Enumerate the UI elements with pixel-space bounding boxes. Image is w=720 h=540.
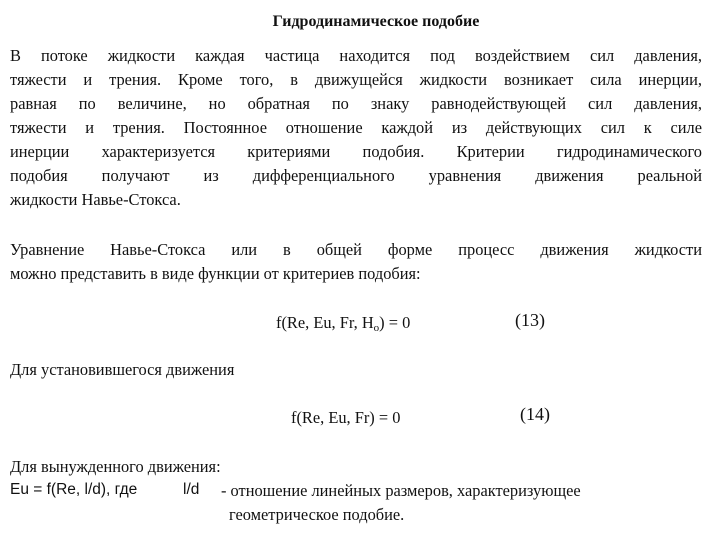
page-title: Гидродинамическое подобие [272,13,480,30]
text-line: инерции характеризуется критериями подобия. Критерии гидродинамического [10,142,702,161]
text-line: равная по величине, но обратная по знаку равнодействующей сил давления, [10,94,702,113]
text-line: Уравнение Навье-Стокса или в общей форме процесс движения жидкости [10,240,702,259]
text-line: можно представить в виде функции от критериев подобия: [10,264,421,283]
text-line: тяжести и трения. Кроме того, в движущейся жидкости возникает сила инерции, [10,70,702,89]
text-line: В потоке жидкости каждая частица находится под воздействием сил давления, [10,46,702,65]
text-line: подобия получают из дифференциального уравнения движения реальной [10,166,702,185]
forced-motion-label: Для вынужденного движения: [10,457,221,476]
equation-13-suffix: ) = 0 [379,313,411,332]
equation-14: f(Re, Eu, Fr) = 0 [291,408,401,427]
steady-motion-label: Для установившегося движения [10,360,235,379]
ratio-symbol: l/d [183,481,200,498]
text-line: жидкости Навье-Стокса. [10,190,181,209]
equation-13-prefix: f(Re, Eu, Fr, H [276,313,374,332]
ratio-explanation-continuation: геометрическое подобие. [229,505,405,524]
equation-13 [276,313,410,334]
paragraph-intro [10,44,702,212]
ratio-explanation: - отношение линейных размеров, характеризующее [221,481,581,500]
equation-14-number: (14) [520,404,550,424]
paragraph-navier-stokes [10,238,702,286]
forced-motion-formula: Eu = f(Re, l/d), где [10,481,138,498]
equation-13-subscript: o [373,322,380,334]
equation-13-number: (13) [515,310,545,330]
text-line: тяжести и трения. Постоянное отношение каждой из действующих сил к силе [10,118,702,137]
